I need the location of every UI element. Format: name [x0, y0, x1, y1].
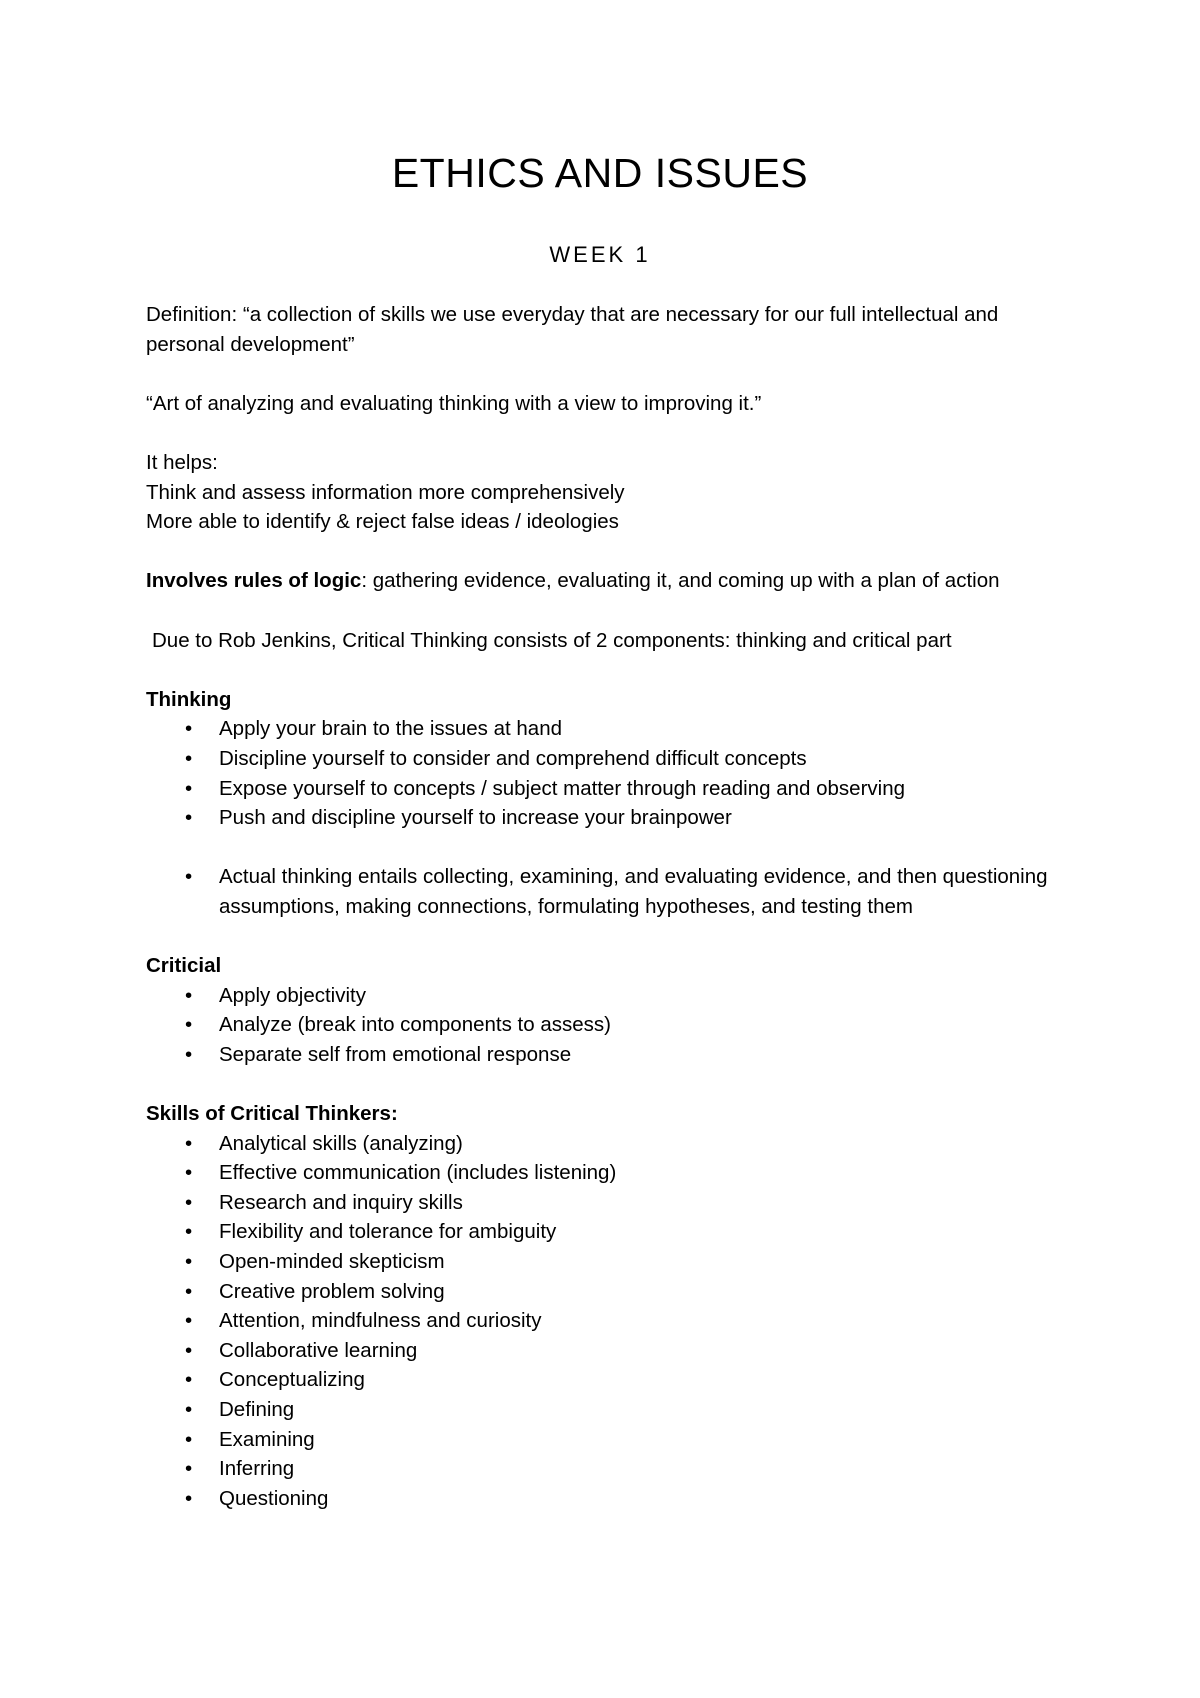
bullet-icon: • [185, 1013, 193, 1037]
logic-paragraph [146, 566, 1076, 596]
bullet-icon: • [185, 1457, 193, 1481]
document-title: ETHICS AND ISSUES [391, 150, 809, 196]
list-item: • Creative problem solving [146, 1277, 1076, 1307]
bullet-icon: • [185, 776, 193, 800]
bullet-icon: • [185, 1161, 193, 1185]
bullet-icon: • [185, 1190, 193, 1214]
bullet-icon: • [185, 1220, 193, 1244]
list-item: • Questioning [146, 1484, 1076, 1514]
list-item: • Examining [146, 1425, 1076, 1455]
list-item: • Apply your brain to the issues at hand [146, 714, 1076, 744]
helps-line: Think and assess information more comprehensively [146, 480, 625, 504]
list-item: • Push and discipline yourself to increase your brainpower [146, 803, 1076, 833]
list-item: • Inferring [146, 1454, 1076, 1484]
list-item: • Discipline yourself to consider and comprehend difficult concepts [146, 744, 1076, 774]
helps-line: More able to identify & reject false ideas / ideologies [146, 510, 619, 534]
thinking-extra-list [146, 862, 1076, 921]
bullet-icon: • [185, 1279, 193, 1303]
logic-label: Involves rules of logic [146, 569, 362, 593]
thinking-heading: Thinking [146, 687, 232, 711]
bullet-icon: • [185, 983, 193, 1007]
critical-list [146, 981, 1076, 1070]
list-item: • Flexibility and tolerance for ambiguity [146, 1217, 1076, 1247]
bullet-icon: • [185, 865, 193, 889]
definition-text: “a collection of skills we use everyday that are necessary for our full intellectual and personal development” [146, 303, 999, 356]
jenkins-paragraph: Due to Rob Jenkins, Critical Thinking consists of 2 components: thinking and critical part [152, 628, 952, 652]
definition-paragraph [146, 300, 1076, 359]
bullet-icon: • [185, 1397, 193, 1421]
helps-heading: It helps: [146, 450, 218, 474]
bullet-icon: • [185, 1368, 193, 1392]
quote-paragraph: “Art of analyzing and evaluating thinking with a view to improving it.” [146, 391, 762, 415]
list-item: • Conceptualizing [146, 1365, 1076, 1395]
list-item: • Expose yourself to concepts / subject matter through reading and observing [146, 774, 1076, 804]
bullet-icon: • [185, 1250, 193, 1273]
skills-heading: Skills of Critical Thinkers: [146, 1102, 398, 1126]
bullet-icon: • [185, 717, 193, 741]
list-item: • Collaborative learning [146, 1336, 1076, 1366]
list-item: • Attention, mindfulness and curiosity [146, 1306, 1076, 1336]
bullet-icon: • [185, 1486, 193, 1510]
list-item: • Research and inquiry skills [146, 1188, 1076, 1218]
list-item: • Apply objectivity [146, 981, 1076, 1011]
bullet-icon: • [185, 1309, 193, 1333]
thinking-list [146, 714, 1076, 832]
bullet-icon: • [185, 1338, 193, 1362]
list-item: • Open-minded skepticism [146, 1247, 1076, 1277]
bullet-icon: • [185, 1427, 193, 1451]
definition-label: Definition: [146, 303, 238, 326]
bullet-icon: • [185, 806, 193, 830]
logic-text: : gathering evidence, evaluating it, and coming up with a plan of action [361, 569, 1000, 593]
bullet-icon: • [185, 1042, 193, 1066]
list-item: • Separate self from emotional response [146, 1040, 1076, 1070]
bullet-icon: • [185, 1131, 193, 1155]
list-item: • Analyze (break into components to assess) [146, 1010, 1076, 1040]
list-item: • Actual thinking entails collecting, examining, and evaluating evidence, and then questioning assumptions, making connections, formulating hypotheses, and testing them [146, 862, 1076, 921]
skills-list [146, 1129, 1076, 1514]
document-subtitle: WEEK 1 [549, 242, 651, 267]
document-body [146, 300, 1076, 1513]
critical-heading: Criticial [146, 954, 222, 978]
list-item: • Effective communication (includes listening) [146, 1158, 1076, 1188]
list-item: • Defining [146, 1395, 1076, 1425]
list-item: • Analytical skills (analyzing) [146, 1129, 1076, 1159]
bullet-icon: • [185, 746, 193, 770]
